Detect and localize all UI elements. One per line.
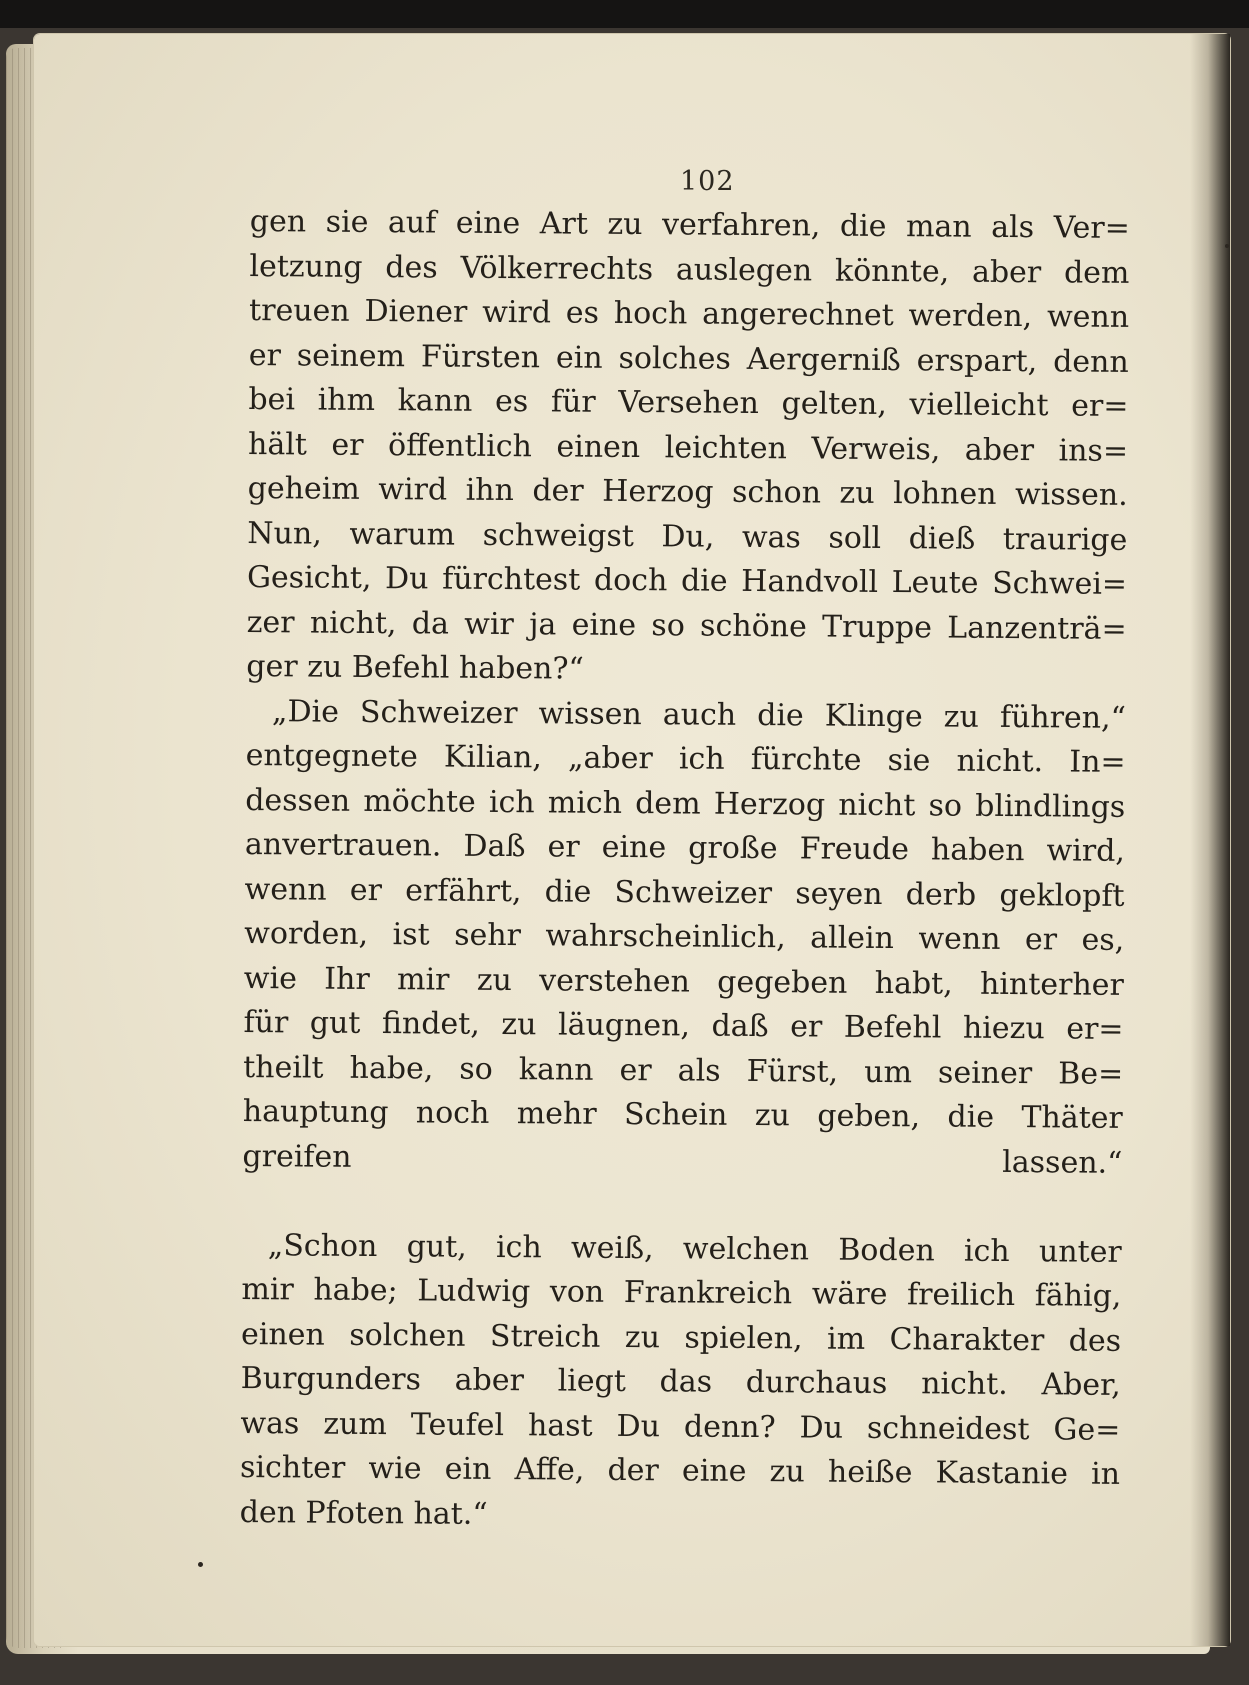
- text-line: wie Ihr mir zu verstehen gegeben habt, hinterher: [243, 960, 1125, 1003]
- paragraph-1: [246, 200, 1130, 696]
- text-line: zer nicht, da wir ja eine so schöne Truppe Lanzenträ=: [246, 604, 1127, 647]
- text-line: für gut findet, zu läugnen, daß er Befehl hiezu er=: [243, 1004, 1124, 1047]
- text-line: Gesicht, Du fürchtest doch die Handvoll Leute Schwei=: [246, 559, 1128, 602]
- text-line: gen sie auf eine Art zu verfahren, die man als Ver=: [249, 203, 1130, 246]
- text-line: den Pfoten hat.“: [239, 1494, 488, 1532]
- body-text: [240, 200, 1130, 1542]
- text-line: Nun, warum schweigst Du, was soll dieß traurige: [247, 515, 1128, 558]
- text-line: geheim wird ihn der Herzog schon zu lohnen wissen.: [247, 470, 1128, 513]
- text-line: „Schon gut, ich weiß, welchen Boden ich unter: [267, 1227, 1122, 1270]
- paragraph-2: [242, 689, 1126, 1230]
- text-line: greifen lassen.“: [242, 1138, 1123, 1181]
- text-line: theilt habe, so kann er als Fürst, um seiner Be=: [243, 1049, 1124, 1092]
- text-line: wenn er erfährt, die Schweizer seyen derb geklopft: [244, 871, 1125, 914]
- page-number: 102: [680, 166, 735, 197]
- paper-speck: [1225, 244, 1229, 248]
- paragraph-3: [240, 1223, 1122, 1541]
- text-line: anvertrauen. Daß er eine große Freude haben wird,: [244, 826, 1126, 869]
- text-line: Burgunders aber liegt das durchaus nicht. Aber,: [240, 1360, 1121, 1403]
- text-line: was zum Teufel hast Du denn? Du schneidest Ge=: [240, 1405, 1121, 1448]
- text-line: hauptung noch mehr Schein zu geben, die Thäter: [242, 1093, 1123, 1136]
- text-line: letzung des Völkerrechts auslegen könnte, aber dem: [249, 248, 1130, 291]
- text-line: dessen möchte ich mich dem Herzog nicht so blindlings: [245, 782, 1126, 825]
- text-line: worden, ist sehr wahrscheinlich, allein wenn er es,: [244, 915, 1125, 958]
- text-line: mir habe; Ludwig von Frankreich wäre freilich fähig,: [241, 1271, 1122, 1314]
- paper-speck: [198, 1562, 203, 1567]
- text-line: [242, 1179, 1122, 1230]
- text-line: einen solchen Streich zu spielen, im Charakter des: [240, 1316, 1122, 1359]
- text-line: sichter wie ein Affe, der eine zu heiße Kastanie in: [239, 1449, 1121, 1492]
- text-line: entgegnete Kilian, „aber ich fürchte sie nicht. In=: [245, 737, 1126, 780]
- text-line: ger zu Befehl haben?“: [246, 648, 584, 687]
- text-line: „Die Schweizer wissen auch die Klinge zu führen,“: [271, 693, 1127, 736]
- binding-gutter: [1190, 34, 1230, 1646]
- text-line: treuen Diener wird es hoch angerechnet werden, wenn: [248, 292, 1130, 335]
- text-line: bei ihm kann es für Versehen gelten, vielleicht er=: [248, 381, 1129, 424]
- text-line: er seinem Fürsten ein solches Aergerniß erspart, denn: [248, 337, 1129, 380]
- text-line: hält er öffentlich einen leichten Verweis, aber ins=: [247, 426, 1129, 469]
